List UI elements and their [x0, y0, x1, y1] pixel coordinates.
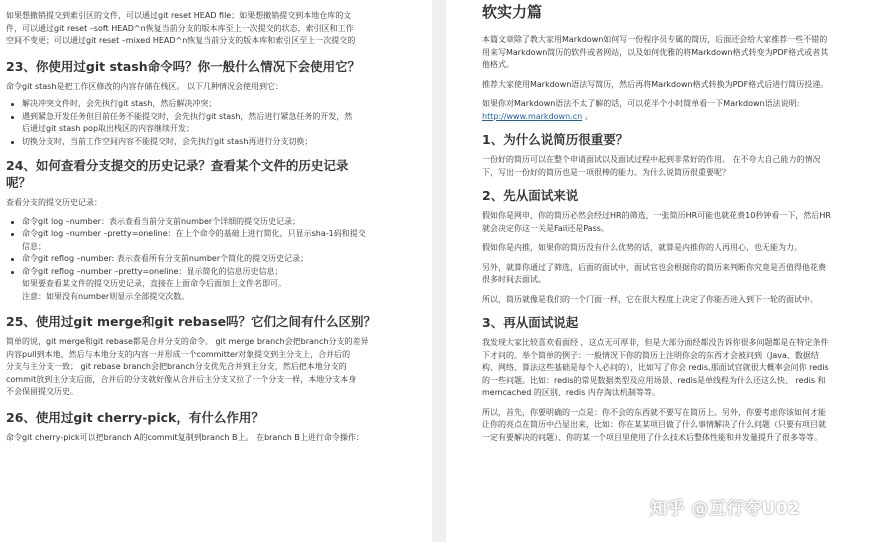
paragraph-line: 简单的说，git merge和git rebase都是合并分支的命令。 git merge branch会把branch分支的差异: [6, 337, 369, 346]
text-line: 的一些问题。比如：redis的常见数据类型及应用场景、redis是单线程为什么还这么快、 redis 和: [482, 375, 826, 385]
list-item-continuation: 注意：如果没有number则显示全部提交次数。: [22, 291, 190, 301]
list-item: 命令git reflog –number –pretty=oneline：显示简化的信息历史信息；: [6, 266, 432, 279]
section-heading-q24: [6, 157, 432, 191]
list-item: 遇到紧急开发任务但目前任务不能提交时，会先执行git stash，然后进行紧急任务的开发，然: [6, 111, 432, 124]
paragraph: [482, 407, 884, 445]
paragraph-line: 不会保留提交历史。: [6, 387, 78, 396]
paragraph: [482, 154, 884, 179]
list-item: 命令git log –number：表示查看当前分支前number个详细的提交历史记录；: [6, 216, 432, 229]
right-page: [446, 0, 884, 542]
text-line: 就会决定你这一关是Fail还是Pass。: [482, 223, 609, 233]
section-heading-2: 2、先从面试来说: [482, 188, 579, 203]
paragraph: [482, 98, 884, 123]
text-line: 一份好的简历可以在整个申请面试以及面试过程中起到非常好的作用。 在不夸大自己能力的情况: [482, 155, 821, 164]
intro-line: 件，可以通过git reset –soft HEAD^n恢复当前分支的版本库至上一次提交的状态，索引区和工作: [6, 23, 354, 33]
text-line: 如果你对Markdown语法不太了解的话，可以花半个小时简单看一下Markdown语法说明:: [482, 99, 800, 108]
list-item: 命令git log –number –pretty=oneline：在上个命令的基础上进行简化，只显示sha-1码和提交: [6, 228, 432, 241]
markdown-link[interactable]: http://www.markdown.cn: [482, 111, 583, 121]
text-line: 很多时间去面试。: [482, 275, 546, 284]
paragraph: 推荐大家使用Markdown语法写简历，然后再将Markdown格式转换为PDF格式后进行简历投递。: [482, 79, 829, 89]
paragraph: [482, 210, 884, 235]
text-line: 用来写Markdown简历的软件或者网站，以及如何优雅的将Markdown格式转变为PDF格式或者其: [482, 47, 829, 57]
page-gutter: [432, 0, 446, 542]
text-line: memcached 的区别、redis 内存淘汰机制等等。: [482, 388, 660, 397]
paragraph-line: 分支与主分支一致； git rebase branch会把branch分支优先合并到主分支，然后把本地分支的: [6, 362, 347, 371]
text-line: 他格式。: [482, 60, 514, 69]
intro-line: 空间不变更；可以通过git reset –mixed HEAD^n恢复当前分支的版本库和索引区至上一次提交的: [6, 36, 356, 45]
text-line: 我发现大家比较喜欢看面经 ，这点无可厚非，但是大部分面经都没告诉你很多问题都是在特定条件: [482, 338, 829, 347]
page-title: 软实力篇: [482, 3, 543, 21]
paragraph: 命令git cherry-pick可以把branch A的commit复制到branch B上。 在branch B上进行命令操作：: [6, 432, 364, 442]
list-item: 切换分支时，当前工作空间内容不能提交时，会先执行git stash再进行分支切换；: [6, 136, 432, 149]
text-line: 下，写出一份好的简历也是一项很棒的能力。为什么说简历很重要呢？: [482, 167, 730, 177]
paragraph: 命令git stash是把工作区修改的内容存储在栈区。 以下几种情况会使用到它：: [6, 81, 283, 91]
left-page: [0, 0, 432, 542]
section-heading-q25: 25、使用过git merge和git rebase吗？它们之间有什么区别？: [6, 314, 377, 329]
text-line: 一定有要解决的问题）、你的某一个项目里使用了什么技术后整体性能和并发量提升了很多等等。: [482, 432, 822, 442]
link-suffix: 。: [582, 111, 593, 121]
zhihu-watermark: 知乎 @互行夺U02: [650, 499, 801, 519]
heading-line: 呢？: [6, 175, 32, 190]
text-line: 另外，就算你通过了筛选，后面的面试中，面试官也会根据你的简历来判断你究竟是否值得他花费: [482, 262, 826, 272]
section-heading-3: 3、再从面试说起: [482, 315, 579, 330]
intro-line: 如果想撤销提交到索引区的文件，可以通过git reset HEAD file；如果想撤销提交到本地仓库的文: [6, 11, 352, 20]
paragraph: [482, 262, 884, 287]
list-item-continuation: 如果要查看某文件的提交历史记录，直接在上面命令后面加上文件名即可。: [22, 279, 286, 288]
text-line: 下才问的。举个简单的例子：一般情况下你的简历上注明你会的东西才会被问到（Java、数据结: [482, 350, 819, 360]
text-line: 构、网络、算法这些基础是每个人必问的），比如写了你会 redis,那面试官就很大概率会问你 redis: [482, 363, 829, 372]
text-line: 所以，首先，你要明确的一点是：你不会的东西就不要写在简历上。另外，你要考虑你该如何才能: [482, 407, 826, 417]
paragraph: [482, 337, 884, 400]
section-heading-q23: 23、你使用过git stash命令吗？你一般什么情况下会使用它？: [6, 58, 361, 74]
bullet-list-q23: [6, 98, 432, 148]
list-item-continuation: 后通过git stash pop取出栈区的内容继续开发；: [22, 124, 195, 133]
paragraph: 所以，简历就像是我们的一个门面一样，它在很大程度上决定了你能否进入到下一轮的面试中。: [482, 294, 818, 304]
text-line: 本篇文章除了教大家用Markdown如何写一份程序员专属的简历，后面还会给大家推荐一些不错的: [482, 35, 828, 44]
section-heading-1: 1、为什么说简历很重要？: [482, 132, 629, 147]
list-item: 命令git reflog –number: 表示查看所有分支前number个简化的提交历史记录；: [6, 253, 432, 266]
list-item: 解决冲突文件时，会先执行git stash，然后解决冲突；: [6, 98, 432, 111]
section-heading-q26: 26、使用过git cherry-pick，有什么作用？: [6, 409, 264, 425]
text-line: 假如你是网申，你的简历必然会经过HR的筛选，一张简历HR可能也就花费10秒钟看一下，然后HR: [482, 211, 831, 220]
text-line: 让你的亮点在简历中凸显出来，比如：你在某某项目做了什么事情解决了什么问题（只要有项目就: [482, 420, 826, 429]
paragraph: [482, 34, 884, 72]
heading-line: 24、如何查看分支提交的历史记录？查看某个文件的历史记录: [6, 158, 349, 173]
paragraph-line: 内容pull到本地，然后与本地分支的内容一并形成一个committer对象提交到主分支上，合并后的: [6, 349, 351, 359]
paragraph: 假如你是内推，如果你的简历没有什么优势的话，就算是内推你的人再用心，也无能为力。: [482, 243, 802, 252]
paragraph-line: commit放到主分支后面，合并后的分支就好像从合并后主分支又拉了一个分支一样，本地分支本身: [6, 374, 357, 384]
bullet-list-q24: [6, 216, 432, 304]
list-item-continuation: 信息；: [22, 241, 46, 251]
paragraph: 查看分支的提交历史记录：: [6, 198, 102, 207]
